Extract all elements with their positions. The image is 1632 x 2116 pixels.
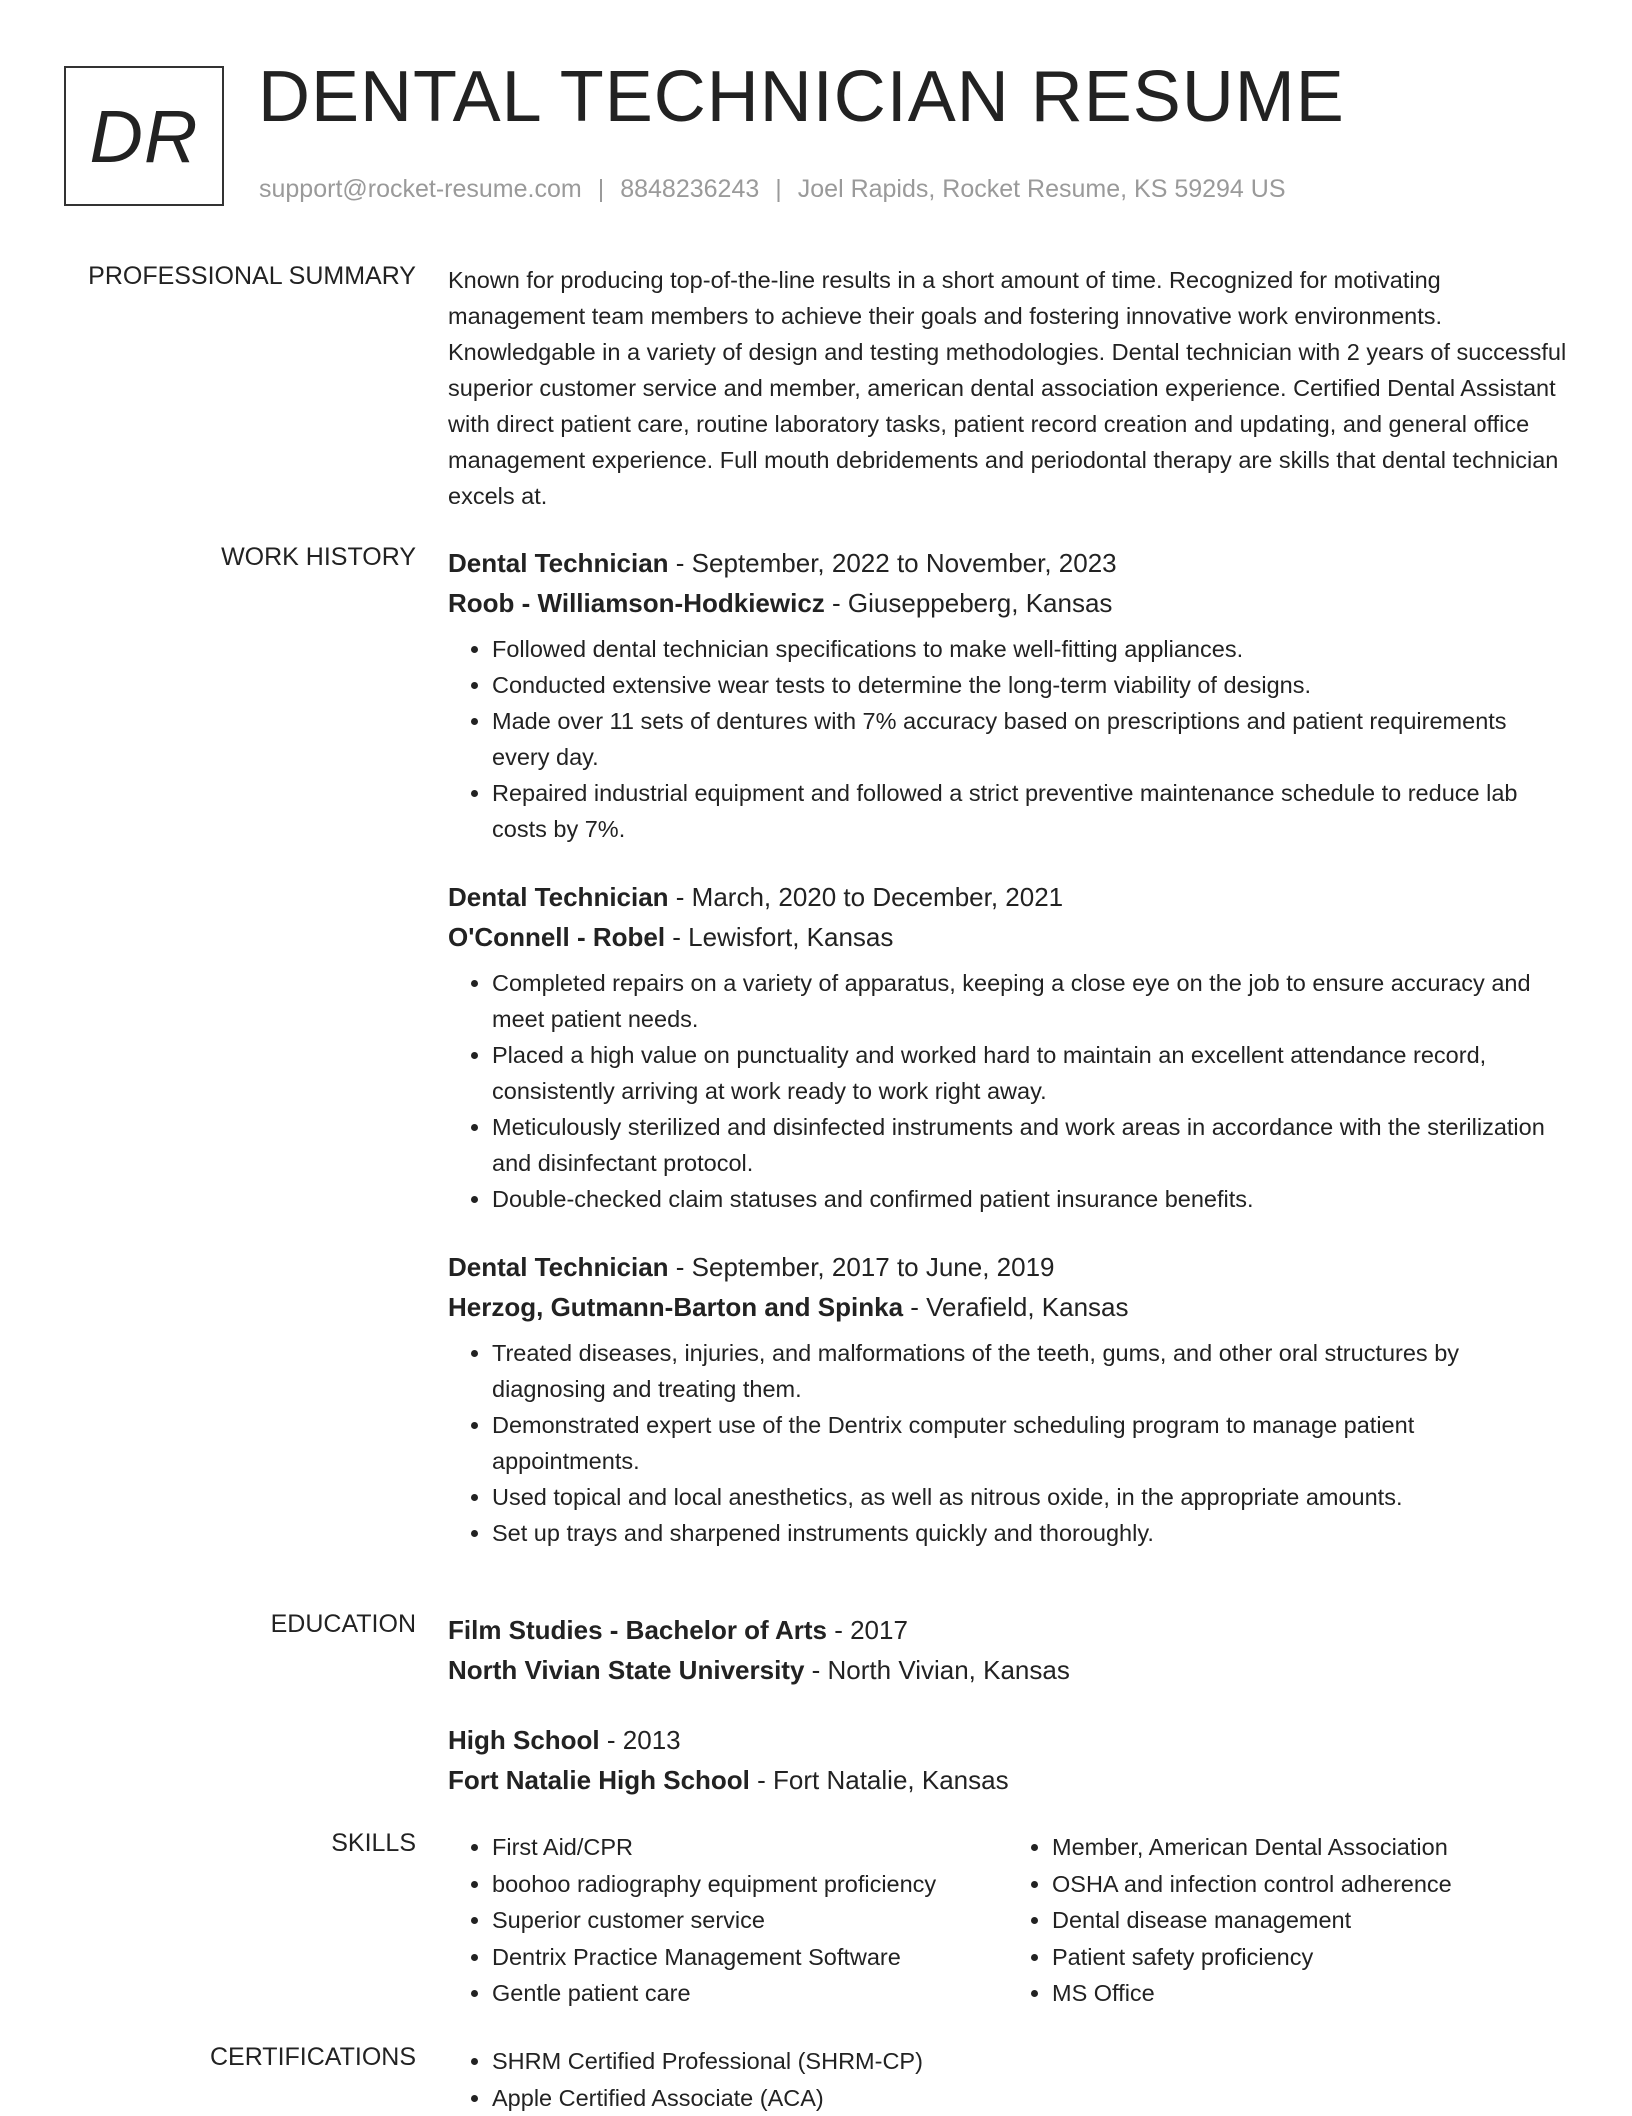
skill-item: • boohoo radiography equipment proficiency	[492, 1866, 1008, 1903]
job-company-line	[448, 1287, 1568, 1327]
skill-item: • MS Office	[1052, 1975, 1568, 2012]
school-line	[448, 1650, 1568, 1690]
job-bullet: • Demonstrated expert use of the Dentrix computer scheduling program to manage patient appointments.	[492, 1407, 1568, 1479]
job-dates: - September, 2022 to November, 2023	[669, 548, 1117, 578]
degree-line	[448, 1720, 1568, 1760]
work-history-heading: WORK HISTORY	[221, 543, 416, 572]
contact-phone: 8848236243	[620, 175, 759, 203]
education-heading: EDUCATION	[271, 1610, 416, 1639]
skills-body	[448, 1829, 1568, 2012]
contact-email: support@rocket-resume.com	[259, 175, 582, 203]
degree: High School	[448, 1725, 600, 1755]
job-title: Dental Technician	[448, 1252, 669, 1282]
job-entry	[448, 543, 1568, 847]
job-bullets	[448, 1335, 1568, 1551]
job-bullet: • Completed repairs on a variety of apparatus, keeping a close eye on the job to ensure accuracy and meet patient needs.	[492, 965, 1568, 1037]
school: North Vivian State University	[448, 1655, 804, 1685]
skill-item: • Patient safety proficiency	[1052, 1939, 1568, 1976]
school-line	[448, 1760, 1568, 1800]
job-title: Dental Technician	[448, 548, 669, 578]
skill-item: • OSHA and infection control adherence	[1052, 1866, 1568, 1903]
skill-item: • Dentrix Practice Management Software	[492, 1939, 1008, 1976]
education-entry	[448, 1610, 1568, 1690]
contact-address: Joel Rapids, Rocket Resume, KS 59294 US	[798, 175, 1286, 203]
job-location: - Giuseppeberg, Kansas	[825, 588, 1113, 618]
job-bullet: • Followed dental technician specifications to make well-fitting appliances.	[492, 631, 1568, 667]
degree-year: - 2017	[827, 1615, 908, 1645]
job-bullets	[448, 631, 1568, 847]
certifications-columns	[448, 2043, 1568, 2116]
contact-separator: |	[598, 175, 605, 203]
skill-item: • Gentle patient care	[492, 1975, 1008, 2012]
job-bullet: • Repaired industrial equipment and followed a strict preventive maintenance schedule to reduce lab costs by 7%.	[492, 775, 1568, 847]
job-bullet: • Double-checked claim statuses and confirmed patient insurance benefits.	[492, 1181, 1568, 1217]
degree: Film Studies - Bachelor of Arts	[448, 1615, 827, 1645]
job-company-line	[448, 583, 1568, 623]
summary-heading: PROFESSIONAL SUMMARY	[88, 262, 416, 291]
summary-body	[448, 262, 1568, 514]
job-location: - Verafield, Kansas	[903, 1292, 1128, 1322]
skill-item: • Superior customer service	[492, 1902, 1008, 1939]
job-bullet: • Used topical and local anesthetics, as well as nitrous oxide, in the appropriate amounts.	[492, 1479, 1568, 1515]
school-location: - North Vivian, Kansas	[804, 1655, 1069, 1685]
school: Fort Natalie High School	[448, 1765, 750, 1795]
job-company: Herzog, Gutmann-Barton and Spinka	[448, 1292, 903, 1322]
job-title-line	[448, 543, 1568, 583]
degree-line	[448, 1610, 1568, 1650]
monogram-logo: DR	[64, 66, 224, 206]
education-entry	[448, 1720, 1568, 1800]
contact-line	[259, 175, 1286, 204]
certification-item: • Apple Certified Associate (ACA)	[492, 2080, 1042, 2116]
work-history-body	[448, 543, 1568, 1581]
certification-item: • SHRM Certified Professional (SHRM-CP)	[492, 2043, 1042, 2080]
job-dates: - March, 2020 to December, 2021	[669, 882, 1064, 912]
skill-item: • Dental disease management	[1052, 1902, 1568, 1939]
skill-item: • Member, American Dental Association	[1052, 1829, 1568, 1866]
job-bullet: • Made over 11 sets of dentures with 7% accuracy based on prescriptions and patient requirements every day.	[492, 703, 1568, 775]
job-dates: - September, 2017 to June, 2019	[669, 1252, 1055, 1282]
skills-list-right	[1008, 1829, 1568, 2012]
job-bullet: • Set up trays and sharpened instruments quickly and thoroughly.	[492, 1515, 1568, 1551]
summary-text: Known for producing top-of-the-line results in a short amount of time. Recognized for motivating management team members to achieve their goals and fostering innovative work environments. Knowledgable in a variety of design and testing methodologies. Dental technician with 2 years of successful superior customer service and member, american dental association experience. Certified Dental Assistant with direct patient care, routine laboratory tasks, patient record creation and updating, and general office management experience. Full mouth debridements and periodontal therapy are skills that dental technician excels at.	[448, 262, 1568, 514]
job-company-line	[448, 917, 1568, 957]
job-bullet: • Treated diseases, injuries, and malformations of the teeth, gums, and other oral structures by diagnosing and treating them.	[492, 1335, 1568, 1407]
job-entry	[448, 877, 1568, 1217]
education-body	[448, 1610, 1568, 1830]
job-bullet: • Meticulously sterilized and disinfected instruments and work areas in accordance with the sterilization and disinfectant protocol.	[492, 1109, 1568, 1181]
degree-year: - 2013	[600, 1725, 681, 1755]
job-title-line	[448, 877, 1568, 917]
certifications-heading: CERTIFICATIONS	[210, 2043, 416, 2072]
resume-title: DENTAL TECHNICIAN RESUME	[258, 56, 1345, 138]
skills-list-left	[448, 1829, 1008, 2012]
job-company: O'Connell - Robel	[448, 922, 665, 952]
skills-columns	[448, 1829, 1568, 2012]
contact-separator: |	[775, 175, 782, 203]
job-title-line	[448, 1247, 1568, 1287]
job-bullet: • Placed a high value on punctuality and worked hard to maintain an excellent attendance record, consistently arriving at work ready to work right away.	[492, 1037, 1568, 1109]
school-location: - Fort Natalie, Kansas	[750, 1765, 1009, 1795]
skill-item: • First Aid/CPR	[492, 1829, 1008, 1866]
job-entry	[448, 1247, 1568, 1551]
certifications-body	[448, 2043, 1568, 2116]
skills-heading: SKILLS	[331, 1829, 416, 1858]
job-bullet: • Conducted extensive wear tests to determine the long-term viability of designs.	[492, 667, 1568, 703]
job-title: Dental Technician	[448, 882, 669, 912]
certifications-list	[448, 2043, 1042, 2116]
job-location: - Lewisfort, Kansas	[665, 922, 893, 952]
job-bullets	[448, 965, 1568, 1217]
job-company: Roob - Williamson-Hodkiewicz	[448, 588, 825, 618]
